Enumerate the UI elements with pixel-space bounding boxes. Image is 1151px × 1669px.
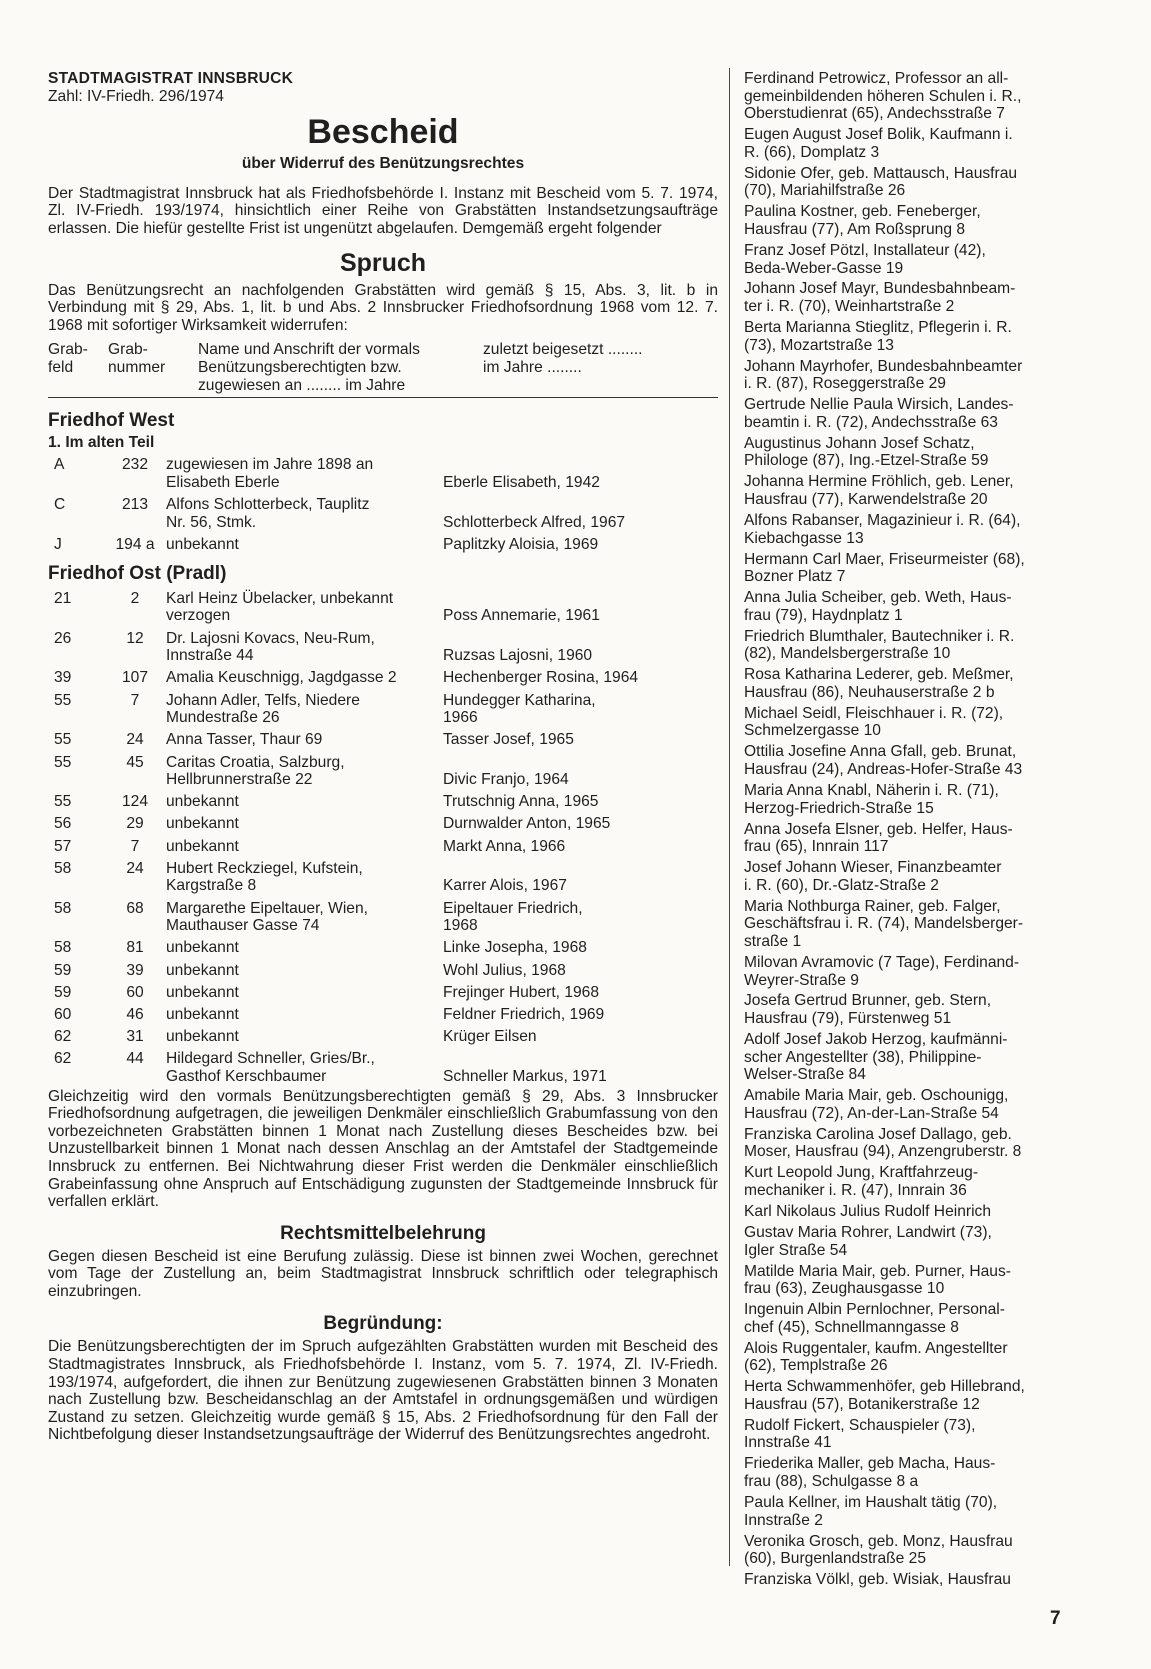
obituary-entry: Anna Josefa Elsner, geb. Helfer, Haus- frau (65), Innrain 117 bbox=[744, 820, 1013, 856]
document-subtitle: über Widerruf des Benützungsrechtes bbox=[241, 155, 525, 173]
grabnummer-cell: 124 bbox=[121, 793, 149, 811]
name-cell: Dr. Lajosni Kovacs, Neu-Rum, Innstraße 44 bbox=[166, 629, 375, 665]
buried-cell: Linke Josepha, 1968 bbox=[443, 939, 587, 957]
grabfeld-cell: 21 bbox=[54, 589, 72, 607]
grabfeld-cell: 58 bbox=[54, 939, 72, 957]
begruendung-heading: Begründung: bbox=[323, 1313, 443, 1335]
grabfeld-cell: 58 bbox=[54, 899, 72, 917]
name-cell: Amalia Keuschnigg, Jagdgasse 2 bbox=[166, 669, 397, 687]
grabnummer-cell: 194 a bbox=[115, 535, 155, 553]
grabfeld-cell: A bbox=[54, 456, 65, 474]
obituary-entry: Rudolf Fickert, Schauspieler (73), Innstraße 41 bbox=[744, 1416, 976, 1452]
name-cell: Karl Heinz Übelacker, unbekannt verzogen bbox=[166, 589, 394, 625]
table-header bbox=[48, 341, 718, 398]
name-cell: Caritas Croatia, Salzburg, Hellbrunnerstraße 22 bbox=[166, 753, 345, 789]
buried-cell: Trutschnig Anna, 1965 bbox=[443, 793, 599, 811]
obituary-entry: Franz Josef Pötzl, Installateur (42), Beda-Weber-Gasse 19 bbox=[744, 241, 986, 277]
obituary-entry: Karl Nikolaus Julius Rudolf Heinrich bbox=[744, 1202, 992, 1220]
name-cell: unbekannt bbox=[166, 815, 239, 833]
grabnummer-cell: 45 bbox=[126, 753, 144, 771]
obituary-entry: Johann Josef Mayr, Bundesbahnbeam- ter i. R. (70), Weinhartstraße 2 bbox=[744, 280, 1016, 316]
buried-cell: Frejinger Hubert, 1968 bbox=[443, 983, 600, 1001]
obituary-entry: Herta Schwammenhöfer, geb Hillebrand, Hausfrau (57), Botanikerstraße 12 bbox=[744, 1378, 1025, 1413]
obituary-entry: Ferdinand Petrowicz, Professor an all- gemeinbildenden höheren Schulen i. R., Oberstudienrat (65), Andechsstraße 7 bbox=[744, 70, 1022, 123]
buried-cell: Eberle Elisabeth, 1942 bbox=[443, 473, 600, 491]
table-row bbox=[48, 838, 718, 856]
obituary-entry: Ottilia Josefine Anna Gfall, geb. Brunat, Hausfrau (24), Andreas-Hofer-Straße 43 bbox=[744, 743, 1023, 779]
name-cell: unbekannt bbox=[166, 983, 239, 1001]
grabnummer-cell: 81 bbox=[126, 939, 144, 957]
obituary-entry: Hermann Carl Maer, Friseurmeister (68), Bozner Platz 7 bbox=[744, 550, 1025, 586]
grabfeld-cell: 26 bbox=[54, 629, 72, 647]
buried-cell: Karrer Alois, 1967 bbox=[443, 877, 567, 895]
grabfeld-cell: 58 bbox=[54, 859, 72, 877]
column-divider bbox=[729, 68, 730, 1566]
obituary-entry: Josef Johann Wieser, Finanzbeamter i. R. (60), Dr.-Glatz-Straße 2 bbox=[744, 859, 1002, 894]
col-grabfeld: Grab- feld bbox=[48, 341, 88, 376]
buried-cell: Hundegger Katharina, 1966 bbox=[443, 691, 596, 727]
obituary-entry: Paulina Kostner, geb. Feneberger, Hausfrau (77), Am Roßsprung 8 bbox=[744, 203, 981, 238]
table-row bbox=[48, 939, 718, 957]
spruch-paragraph: Das Benützungsrecht an nachfolgenden Grabstätten wird gemäß § 15, Abs. 3, lit. b in Verbindung mit § 29, Abs. 1, lit. b und Abs. 2 Innsbrucker Friedhofsordnung 1968 vom 12. 7. 1968 mit sofortiger Wirksamkeit widerrufen: bbox=[48, 281, 718, 334]
obituary-entry: Maria Anna Knabl, Näherin i. R. (71), Herzog-Friedrich-Straße 15 bbox=[744, 782, 999, 817]
issuer: STADTMAGISTRAT INNSBRUCK bbox=[48, 70, 294, 87]
obituary-entry: Paula Kellner, im Haushalt tätig (70), Innstraße 2 bbox=[744, 1494, 998, 1529]
name-cell: unbekannt bbox=[166, 837, 239, 855]
grabfeld-cell: 55 bbox=[54, 731, 72, 749]
table-row bbox=[48, 590, 718, 625]
obituary-entry: Kurt Leopold Jung, Kraftfahrzeug- mechaniker i. R. (47), Innrain 36 bbox=[744, 1164, 979, 1199]
grabnummer-cell: 39 bbox=[126, 961, 144, 979]
obituary-entry: Franziska Völkl, geb. Wisiak, Hausfrau bbox=[744, 1571, 1011, 1589]
table-row bbox=[48, 1050, 718, 1085]
table-row bbox=[48, 1006, 718, 1024]
grabnummer-cell: 29 bbox=[126, 815, 144, 833]
grabfeld-cell: 59 bbox=[54, 961, 72, 979]
obituary-entry: Matilde Maria Mair, geb. Purner, Haus- frau (63), Zeughausgasse 10 bbox=[744, 1262, 1011, 1298]
west-table bbox=[48, 456, 718, 553]
buried-cell: Schlotterbeck Alfred, 1967 bbox=[443, 513, 626, 531]
grabnummer-cell: 24 bbox=[126, 859, 144, 877]
obituary-entry: Gertrude Nellie Paula Wirsich, Landes- beamtin i. R. (72), Andechsstraße 63 bbox=[744, 396, 1014, 431]
grabnummer-cell: 2 bbox=[130, 589, 140, 607]
obituary-entry: Augustinus Johann Josef Schatz, Philologe (87), Ing.-Etzel-Straße 59 bbox=[744, 434, 989, 470]
left-column bbox=[48, 70, 718, 1444]
buried-cell: Tasser Josef, 1965 bbox=[443, 731, 574, 749]
obituary-entry: Franziska Carolina Josef Dallago, geb. Moser, Hausfrau (94), Anzengruberstr. 8 bbox=[744, 1125, 1022, 1161]
grabfeld-cell: J bbox=[54, 535, 62, 553]
grabfeld-cell: C bbox=[54, 495, 66, 513]
subsection-alter-teil: 1. Im alten Teil bbox=[48, 434, 155, 452]
reference-number: Zahl: IV-Friedh. 296/1974 bbox=[48, 87, 224, 105]
buried-cell: Ruzsas Lajosni, 1960 bbox=[443, 647, 593, 665]
col-grabnummer: Grab- nummer bbox=[108, 341, 166, 376]
grabnummer-cell: 44 bbox=[126, 1050, 144, 1068]
obituary-entry: Ingenuin Albin Pernlochner, Personal- chef (45), Schnellmanngasse 8 bbox=[744, 1301, 1005, 1336]
name-cell: Hubert Reckziegel, Kufstein, Kargstraße 8 bbox=[166, 859, 363, 895]
grabnummer-cell: 68 bbox=[126, 899, 144, 917]
table-row bbox=[48, 692, 718, 727]
name-cell: Margarethe Eipeltauer, Wien, Mauthauser Gasse 74 bbox=[166, 899, 368, 935]
table-row bbox=[48, 1028, 718, 1046]
col-name: Name und Anschrift der vormals Benützungsberechtigten bzw. zugewiesen an ........ im Jahre bbox=[198, 341, 420, 394]
obituary-entry: Anna Julia Scheiber, geb. Weth, Haus- frau (79), Haydnplatz 1 bbox=[744, 589, 1012, 624]
name-cell: unbekannt bbox=[166, 939, 239, 957]
col-buried: zuletzt beigesetzt ........ im Jahre ........ bbox=[483, 341, 643, 376]
obituary-entry: Johann Mayrhofer, Bundesbahnbeamter i. R. (87), Roseggerstraße 29 bbox=[744, 357, 1023, 393]
name-cell: Alfons Schlotterbeck, Tauplitz Nr. 56, Stmk. bbox=[166, 495, 370, 531]
obituary-entry: Milovan Avramovic (7 Tage), Ferdinand- Weyrer-Straße 9 bbox=[744, 953, 1020, 989]
rechtsmittel-heading: Rechtsmittelbelehrung bbox=[280, 1222, 486, 1244]
obituary-entry: Sidonie Ofer, geb. Mattausch, Hausfrau (70), Mariahilfstraße 26 bbox=[744, 164, 1018, 200]
buried-cell: Krüger Eilsen bbox=[443, 1028, 537, 1046]
name-cell: unbekannt bbox=[166, 1005, 239, 1023]
obituary-entry: Maria Nothburga Rainer, geb. Falger, Geschäftsfrau i. R. (74), Mandelsberger- straße 1 bbox=[744, 897, 1024, 950]
buried-cell: Paplitzky Aloisia, 1969 bbox=[443, 535, 599, 553]
grabfeld-cell: 60 bbox=[54, 1005, 72, 1023]
table-row bbox=[48, 456, 718, 491]
buried-cell: Poss Annemarie, 1961 bbox=[443, 607, 600, 625]
obituary-entry: Friederika Maller, geb Macha, Haus- frau (88), Schulgasse 8 a bbox=[744, 1455, 996, 1491]
name-cell: unbekannt bbox=[166, 961, 239, 979]
buried-cell: Markt Anna, 1966 bbox=[443, 837, 566, 855]
obituary-entry: Veronika Grosch, geb. Monz, Hausfrau (60), Burgenlandstraße 25 bbox=[744, 1532, 1013, 1568]
obituary-entry: Josefa Gertrud Brunner, geb. Stern, Hausfrau (79), Fürstenweg 51 bbox=[744, 992, 992, 1028]
grabfeld-cell: 55 bbox=[54, 793, 72, 811]
grabnummer-cell: 24 bbox=[126, 731, 144, 749]
ost-table bbox=[48, 590, 718, 1086]
table-row bbox=[48, 860, 718, 895]
table-row bbox=[48, 962, 718, 980]
gleichzeitig-paragraph: Gleichzeitig wird den vormals Benützungsberechtigten gemäß § 29, Abs. 3 Innsbrucker Friedhofsordnung aufgetragen, die jeweiligen Denkmäler einschließlich Grabumfassung von den vorbezeichneten Grabstätten binnen 1 Monat nach Zustellung dieses Bescheides bzw. bei Unzustellbarkeit binnen 1 Monat nach dessen Anschlag an der Amtstafel der Stadtgemeinde Innsbruck zu entfernen. Bei Nichtwahrung dieser Frist werden die Denkmäler einschließlich Grabeinfassung ohne Anspruch auf Entschädigung zugunsten der Stadtgemeinde Innsbruck für verfallen erklärt. bbox=[48, 1087, 718, 1211]
table-row bbox=[48, 536, 718, 554]
grabnummer-cell: 7 bbox=[130, 837, 140, 855]
buried-cell: Eipeltauer Friedrich, 1968 bbox=[443, 899, 583, 935]
table-row bbox=[48, 754, 718, 789]
table-row bbox=[48, 984, 718, 1002]
grabfeld-cell: 59 bbox=[54, 983, 72, 1001]
obituary-entry: Gustav Maria Rohrer, Landwirt (73), Igler Straße 54 bbox=[744, 1223, 992, 1259]
name-cell: unbekannt bbox=[166, 793, 239, 811]
table-row bbox=[48, 731, 718, 749]
grabnummer-cell: 107 bbox=[121, 669, 149, 687]
obituary-entry: Friedrich Blumthaler, Bautechniker i. R. (82), Mandelsbergerstraße 10 bbox=[744, 627, 1015, 663]
buried-cell: Wohl Julius, 1968 bbox=[443, 961, 566, 979]
grabfeld-cell: 62 bbox=[54, 1050, 72, 1068]
grabnummer-cell: 12 bbox=[126, 629, 144, 647]
grabnummer-cell: 31 bbox=[126, 1028, 144, 1046]
table-row bbox=[48, 900, 718, 935]
buried-cell: Divic Franjo, 1964 bbox=[443, 771, 569, 789]
obituary-entry: Rosa Katharina Lederer, geb. Meßmer, Hausfrau (86), Neuhauserstraße 2 b bbox=[744, 666, 1014, 701]
table-row bbox=[48, 793, 718, 811]
table-row bbox=[48, 669, 718, 687]
grabfeld-cell: 62 bbox=[54, 1028, 72, 1046]
grabnummer-cell: 7 bbox=[130, 691, 140, 709]
name-cell: Anna Tasser, Thaur 69 bbox=[166, 731, 323, 749]
buried-cell: Feldner Friedrich, 1969 bbox=[443, 1005, 605, 1023]
page-number: 7 bbox=[1050, 1608, 1061, 1629]
obituary-entry: Alfons Rabanser, Magazinieur i. R. (64), Kiebachgasse 13 bbox=[744, 511, 1021, 547]
name-cell: unbekannt bbox=[166, 535, 239, 553]
spruch-heading: Spruch bbox=[339, 248, 427, 277]
name-cell: Hildegard Schneller, Gries/Br., Gasthof Kerschbaumer bbox=[166, 1050, 375, 1085]
intro-paragraph: Der Stadtmagistrat Innsbruck hat als Friedhofsbehörde I. Instanz mit Bescheid vom 5. 7. 1974, Zl. IV-Friedh. 193/1974, hinsichtlich einer Reihe von Grabstätten Instandsetzungsaufträge erlassen. Die hiefür gestellte Frist ist ungenützt abgelaufen. Demgemäß ergeht folgender bbox=[48, 184, 718, 237]
table-row bbox=[48, 815, 718, 833]
grabfeld-cell: 57 bbox=[54, 837, 72, 855]
obituary-entry: Eugen August Josef Bolik, Kaufmann i. R. (66), Domplatz 3 bbox=[744, 126, 1013, 161]
table-row bbox=[48, 496, 718, 531]
grabfeld-cell: 55 bbox=[54, 753, 72, 771]
grabnummer-cell: 46 bbox=[126, 1005, 144, 1023]
obituary-entry: Michael Seidl, Fleischhauer i. R. (72), Schmelzergasse 10 bbox=[744, 704, 1004, 740]
obituary-entry: Adolf Josef Jakob Herzog, kaufmänni- scher Angestellter (38), Philippine- Welser-Straße 84 bbox=[744, 1031, 1008, 1084]
buried-cell: Hechenberger Rosina, 1964 bbox=[443, 669, 639, 687]
grabnummer-cell: 60 bbox=[126, 983, 144, 1001]
obituary-column bbox=[744, 70, 1066, 1592]
grabfeld-cell: 55 bbox=[54, 691, 72, 709]
name-cell: Johann Adler, Telfs, Niedere Mundestraße 26 bbox=[166, 691, 360, 727]
name-cell: unbekannt bbox=[166, 1028, 239, 1046]
name-cell: zugewiesen im Jahre 1898 an Elisabeth Eberle bbox=[166, 456, 374, 491]
grabfeld-cell: 39 bbox=[54, 669, 72, 687]
section-friedhof-west: Friedhof West bbox=[48, 410, 175, 432]
table-row bbox=[48, 630, 718, 665]
grabnummer-cell: 232 bbox=[121, 456, 149, 474]
obituary-entry: Berta Marianna Stieglitz, Pflegerin i. R. (73), Mozartstraße 13 bbox=[744, 319, 1012, 354]
obituary-entry: Johanna Hermine Fröhlich, geb. Lener, Hausfrau (77), Karwendelstraße 20 bbox=[744, 473, 1014, 508]
buried-cell: Durnwalder Anton, 1965 bbox=[443, 815, 611, 833]
rechtsmittel-paragraph: Gegen diesen Bescheid ist eine Berufung zulässig. Diese ist binnen zwei Wochen, gerechnet vom Tage der Zustellung an, beim Stadtmagistrat Innsbruck schriftlich oder telegraphisch einzubringen. bbox=[48, 1247, 718, 1300]
begruendung-paragraph: Die Benützungsberechtigten der im Spruch aufgezählten Grabstätten wurden mit Bescheid des Stadtmagistrates Innsbruck, als Friedhofsbehörde I. Instanz, vom 5. 7. 1974, Zl. IV-Friedh. 193/1974, aufgefordert, die ihnen zur Benützung zugewiesenen Grabstätten binnen 3 Monaten nach Zustellung bzw. Bescheidanschlag an der Amtstafel in ordnungsgemäßen und würdigen Zustand zu setzen. Gleichzeitig wurde gemäß § 15, Abs. 2 Friedhofsordnung für den Fall der Nichtbefolgung dieser Instandsetzungsaufträge der Widerruf des Benützungsrechtes angedroht. bbox=[48, 1338, 718, 1444]
buried-cell: Schneller Markus, 1971 bbox=[443, 1067, 607, 1085]
section-friedhof-ost: Friedhof Ost (Pradl) bbox=[48, 563, 227, 585]
grabfeld-cell: 56 bbox=[54, 815, 72, 833]
obituary-entry: Amabile Maria Mair, geb. Oschounigg, Hausfrau (72), An-der-Lan-Straße 54 bbox=[744, 1087, 1009, 1122]
obituary-entry: Alois Ruggentaler, kaufm. Angestellter (62), Templstraße 26 bbox=[744, 1339, 1008, 1375]
grabnummer-cell: 213 bbox=[121, 495, 149, 513]
document-title: Bescheid bbox=[307, 113, 459, 152]
